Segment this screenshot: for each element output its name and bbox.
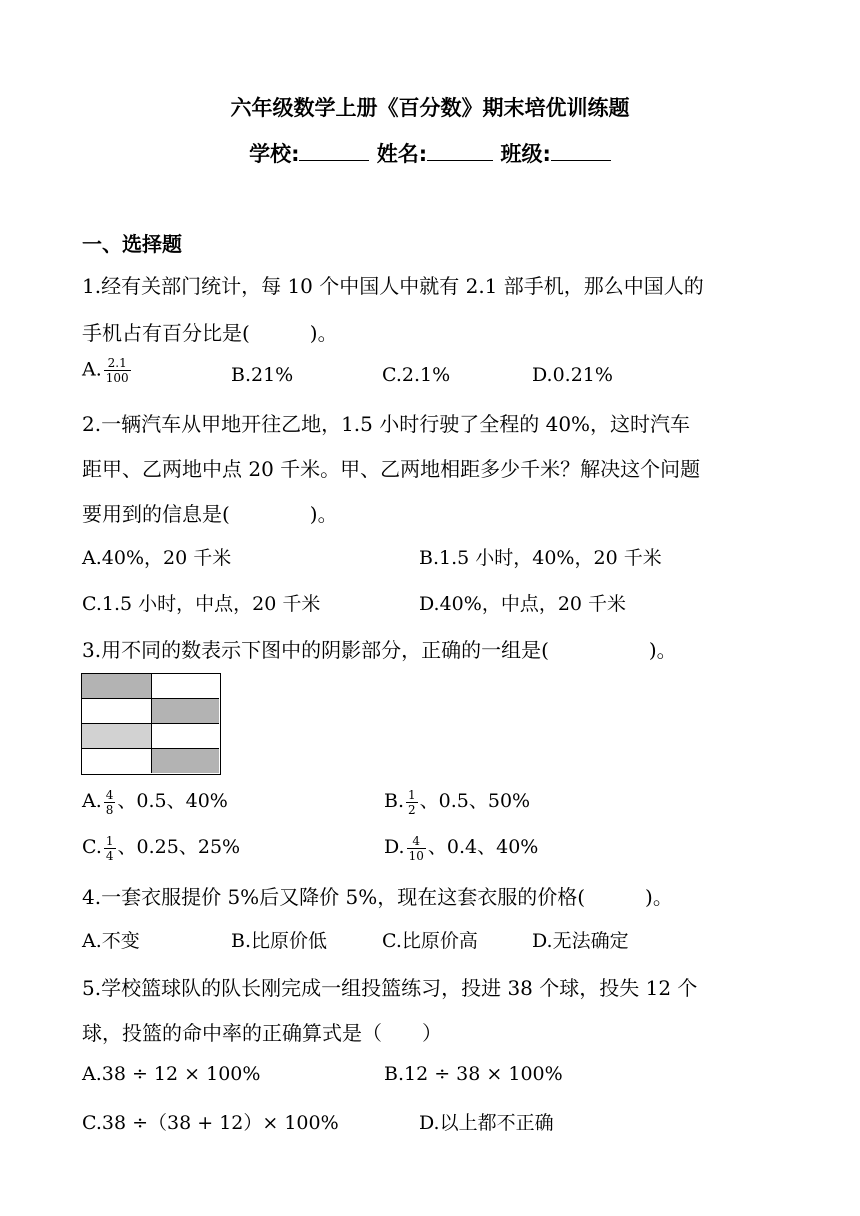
fraction-denominator: 10 — [408, 848, 424, 863]
fraction — [104, 834, 116, 863]
option-prefix: B. — [384, 790, 405, 812]
fraction-denominator: 100 — [105, 371, 129, 385]
grid-cell — [152, 749, 219, 773]
class-blank[interactable] — [551, 140, 611, 161]
grid-cell — [152, 674, 219, 699]
question-1-option-a[interactable] — [82, 356, 133, 385]
option-rest: 、0.5、50% — [419, 790, 531, 812]
question-1-option-b[interactable]: B.21% — [231, 364, 294, 386]
question-4-option-a[interactable]: A.不变 — [82, 930, 140, 952]
fraction-numerator: 1 — [105, 833, 114, 848]
fraction-numerator: 4 — [407, 834, 426, 849]
question-4-line-1: 4.一套衣服提价 5%后又降价 5%，现在这套衣服的价格( )。 — [82, 885, 673, 909]
option-prefix: C. — [82, 836, 102, 858]
grid-cell — [152, 699, 219, 724]
question-2-line-2: 距甲、乙两地中点 20 千米。甲、乙两地相距多少千米？解决这个问题 — [82, 457, 701, 481]
question-2-option-c[interactable]: C.1.5 小时，中点，20 千米 — [82, 593, 321, 615]
option-rest: 、0.5、40% — [117, 790, 228, 812]
fraction — [406, 788, 418, 817]
school-blank[interactable] — [299, 140, 369, 161]
name-blank[interactable] — [427, 140, 493, 161]
fraction — [407, 834, 426, 863]
question-3-option-c[interactable] — [82, 832, 240, 863]
option-rest: 、0.4、40% — [427, 836, 539, 858]
grid-cell — [152, 724, 219, 749]
question-2-option-a[interactable]: A.40%，20 千米 — [82, 547, 232, 569]
fraction-numerator: 2.1 — [104, 356, 131, 371]
question-5-option-d[interactable]: D.以上都不正确 — [419, 1112, 554, 1134]
school-label: 学校: — [249, 142, 300, 166]
question-1-line-2: 手机占有百分比是( )。 — [82, 321, 338, 345]
fraction — [104, 356, 131, 385]
class-label: 班级: — [500, 142, 551, 166]
fraction-denominator: 2 — [408, 802, 416, 817]
option-prefix: D. — [384, 836, 405, 858]
question-2-option-b[interactable]: B.1.5 小时，40%，20 千米 — [419, 547, 662, 569]
grid-cell — [82, 724, 152, 749]
question-5-line-1: 5.学校篮球队的队长刚完成一组投篮练习，投进 38 个球，投失 12 个 — [82, 976, 698, 1000]
question-5-option-b[interactable]: B.12 ÷ 38 × 100% — [384, 1063, 563, 1085]
shaded-grid-figure — [81, 673, 221, 775]
option-prefix: A. — [82, 790, 102, 812]
name-label: 姓名: — [376, 142, 428, 166]
fraction-numerator: 4 — [105, 787, 114, 802]
option-prefix: A. — [82, 358, 102, 381]
student-info-line — [0, 138, 860, 168]
fraction-denominator: 8 — [105, 802, 114, 817]
question-4-option-c[interactable]: C.比原价高 — [382, 930, 478, 952]
question-4-option-b[interactable]: B.比原价低 — [231, 930, 328, 952]
fraction — [104, 788, 116, 817]
question-5-option-c[interactable]: C.38 ÷（38 + 12）× 100% — [82, 1112, 339, 1134]
fraction-denominator: 4 — [105, 848, 114, 863]
question-1-line-1: 1.经有关部门统计，每 10 个中国人中就有 2.1 部手机，那么中国人的 — [82, 274, 704, 298]
grid-cell — [82, 674, 152, 699]
question-1-option-d[interactable]: D.0.21% — [532, 364, 613, 386]
question-1-option-c[interactable]: C.2.1% — [382, 364, 451, 386]
question-4-option-d[interactable]: D.无法确定 — [532, 930, 629, 952]
question-3-option-a[interactable] — [82, 786, 228, 817]
fraction-numerator: 1 — [408, 787, 416, 802]
question-2-option-d[interactable]: D.40%，中点，20 千米 — [419, 593, 627, 615]
question-3-line-1: 3.用不同的数表示下图中的阴影部分，正确的一组是( )。 — [82, 638, 677, 662]
option-rest: 、0.25、25% — [117, 836, 241, 858]
grid-cell — [82, 699, 152, 724]
question-3-option-b[interactable] — [384, 786, 530, 817]
question-5-line-2: 球，投篮的命中率的正确算式是（ ） — [82, 1021, 442, 1045]
question-2-line-1: 2.一辆汽车从甲地开往乙地，1.5 小时行驶了全程的 40%，这时汽车 — [82, 412, 691, 436]
worksheet-title: 六年级数学上册《百分数》期末培优训练题 — [230, 96, 630, 120]
grid-cell — [82, 749, 152, 773]
question-5-option-a[interactable]: A.38 ÷ 12 × 100% — [82, 1063, 261, 1085]
question-2-line-3: 要用到的信息是( )。 — [82, 502, 338, 526]
question-3-option-d[interactable] — [384, 832, 538, 863]
section-heading: 一、选择题 — [82, 232, 182, 256]
